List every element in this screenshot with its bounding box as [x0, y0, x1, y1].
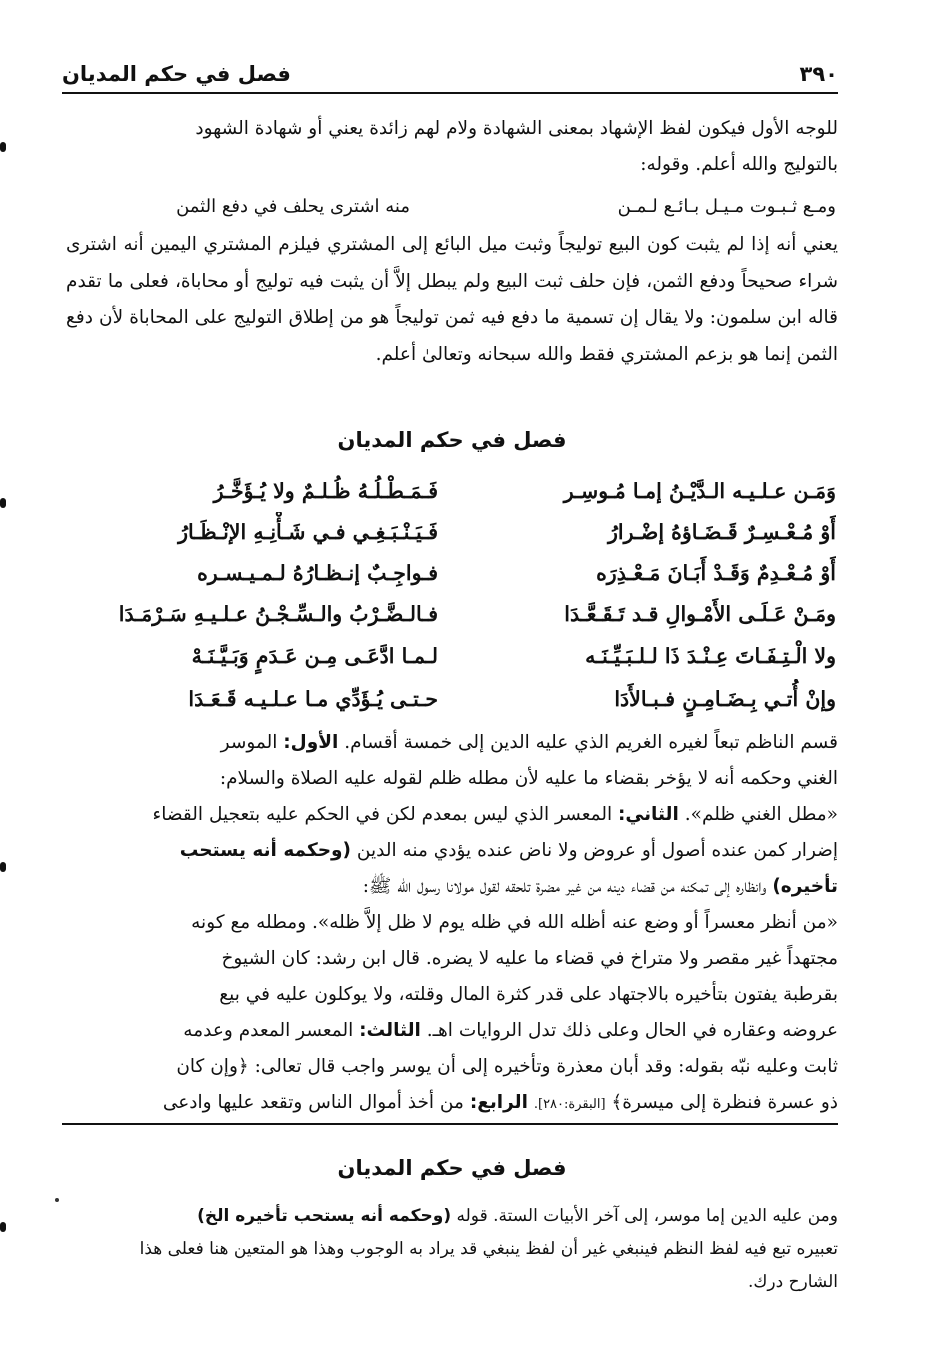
commentary-text: إضرار كمن عنده أصول أو عروض ولا ناض عنده يؤدي منه الدين — [356, 840, 838, 861]
scan-edge-mark — [0, 862, 6, 872]
commentary-line: مجتهداً غير مقصر ولا متراخ في قضاء ما عليه لا يضره. قال ابن رشد: كان الشيوخ — [221, 948, 838, 969]
division-label: الأول: — [283, 732, 339, 753]
page-header — [62, 56, 838, 94]
verse-5-right: ولا الْـتِـفَـاتَ عِـنْـدَ ذَا لـلـبَـيِّـنَـه — [585, 644, 836, 668]
commentary-line — [66, 797, 838, 833]
footnote-divider — [62, 1123, 838, 1125]
commentary-text: عروضه وعقاره في الحال وعلى ذلك تدل الروايات اهـ. — [426, 1020, 838, 1041]
commentary-text: ذو عسرة فنظرة إلى ميسرة﴾ — [611, 1092, 838, 1113]
commentary-text: قسم الناظم تبعاً لغيره الغريم الذي عليه الدين إلى خمسة أقسام. — [344, 732, 838, 753]
commentary-line — [66, 833, 838, 869]
commentary-line — [66, 725, 838, 761]
page-number: ٣٩٠ — [799, 62, 838, 86]
intro-paragraph: يعني أنه إذا لم يثبت كون البيع توليجاً وثبت ميل البائع إلى المشتري فيلزم المشتري اليمين أنه اشترى شراء صحيحاً ودفع الثمن، فإن حلف ثبت البيع ولم يبطل إلاَّ أن يثبت فيه توليج أو محاباة، فعلى ما تقدم قاله ابن سلمون: ولا يقال إن تسمية ما دفع فيه ثمن توليجاً هو من إطلاق التوليج على المحاباة لأن دفع الثمن إنما هو بزعم المشتري فقط والله سبحانه وتعالىٰ أعلم. — [66, 234, 838, 365]
scan-speck — [55, 1198, 59, 1202]
quran-reference: [البقرة:٢٨٠]. — [533, 1097, 606, 1112]
running-title: فصل في حكم المديان — [62, 62, 291, 86]
quoted-phrase: تأخيره) — [772, 876, 838, 897]
verse-6-left: حـتـى يُـؤَدِّي مـا عـلـيـه قَـعَـدَا — [188, 687, 438, 711]
verse-3-right: أَوْ مُـعْـدِمٌ وَقَـدْ أَبَـانَ مَـعْـذِرَه — [596, 561, 836, 585]
intro-verse-right: ومـع ثـبـوت مـيـل بـائـع لـمـن — [617, 196, 836, 217]
commentary-line — [66, 869, 838, 905]
scan-edge-mark — [0, 142, 6, 152]
commentary-text: الموسر — [220, 732, 278, 753]
footnote-heading: فصل في حكم المديان — [337, 1156, 567, 1180]
verse-6-right: وإنْ أُتـي بِـضَـامِـنٍ فـبـالأَدَا — [614, 687, 836, 711]
division-label: الثالث: — [359, 1020, 421, 1041]
verse-4-right: ومَـنْ عَـلَـى الأَمْـوالِ قـد تَـقَـعَّـدَا — [564, 602, 836, 626]
verse-4-left: فـالـضَّـرْبُ والـسِّـجْـنُ عـلـيـهِ سَـرْمَـدَا — [118, 602, 438, 626]
verse-1-right: وَمَـن عـلـيـه الـدَّيْـنُ إمـا مُـوسِـر — [563, 479, 836, 503]
verse-2-right: أَوْ مُـعْـسِـرٌ قَـضَـاؤهُ إضْـرارُ — [608, 520, 836, 544]
verse-5-left: لـمـا ادَّعَـى مِـن عَـدَمٍ وَبَـيَّـنَـهْ — [191, 644, 438, 668]
quoted-phrase: (وحكمه أنه يستحب — [179, 840, 351, 861]
intro-line-1: للوجه الأول فيكون لفظ الإشهاد بمعنى الشهادة ولام لهم زائدة يعني أو شهادة الشهود — [195, 118, 838, 139]
commentary-text: «مطل الغني ظلم». — [684, 804, 838, 825]
footnote-line: تعبيره تبع فيه لفظ النظم فينبغي غير أن لفظ ينبغي قد يراد به الوجوب وهذا هو المتعين هنا فعلى هذا — [139, 1239, 838, 1259]
commentary-line — [66, 1013, 838, 1049]
commentary-line: ثابت وعليه نبّه بقوله: وقد أبان معذرة وتأخيره إلى أن يوسر واجب قال تعالى: ﴿وإن كان — [176, 1056, 838, 1077]
scan-edge-mark — [0, 498, 6, 508]
commentary-line: «من أنظر معسراً أو وضع عنه أظله الله في ظله يوم لا ظل إلاَّ ظله». ومطله مع كونه — [191, 912, 838, 933]
commentary-text: المعسر المعدم وعدمه — [183, 1020, 354, 1041]
verse-1-left: فَـمَـطْـلُـهُ ظُـلـمٌ ولا يُـؤَخَّـرُ — [213, 479, 438, 503]
section-heading: فصل في حكم المديان — [337, 428, 567, 452]
verse-2-left: فَـيَـنْـبَـغِـي فـي شَـأْنِـهِ الإنْـظَـارُ — [178, 520, 438, 544]
footnote-line — [66, 1200, 838, 1234]
commentary-line: بقرطبة يفتون بتأخيره بالاجتهاد على قدر كثرة المال وقلته، ولا يوكلون عليه في بيع — [219, 984, 838, 1005]
verse-3-left: فـواجِـبٌ إنـظـارُهُ لـمـيـسـره — [197, 561, 438, 585]
commentary-line — [66, 1085, 838, 1123]
footnote-text: ومن عليه الدين إما موسر، إلى آخر الأبيات الستة. قوله — [456, 1206, 838, 1226]
footnote-line: الشارح درك. — [747, 1272, 838, 1292]
scan-edge-mark — [0, 1222, 6, 1232]
division-label: الرابع: — [469, 1092, 528, 1113]
division-label: الثاني: — [618, 804, 679, 825]
commentary-text: من أخذ أموال الناس وتقعد عليها وادعى — [162, 1092, 464, 1113]
commentary-text: وانظاره إلى تمكنه من قضاء دينه من غير مضرة تلحقه لقول مولانا رسول الله ﷺ: — [362, 876, 767, 897]
commentary-text: المعسر الذي ليس بمعدم لكن في الحكم عليه بتعجيل القضاء — [152, 804, 613, 825]
commentary-line: الغني وحكمه أنه لا يؤخر بقضاء ما عليه لأن مطله ظلم لقوله عليه الصلاة والسلام: — [219, 768, 838, 789]
intro-verse-left: منه اشترى يحلف في دفع الثمن — [176, 196, 410, 217]
intro-line-2: بالتوليج والله أعلم. وقوله: — [640, 154, 838, 175]
quoted-phrase: (وحكمه أنه يستحب تأخيره الخ) — [197, 1206, 452, 1226]
